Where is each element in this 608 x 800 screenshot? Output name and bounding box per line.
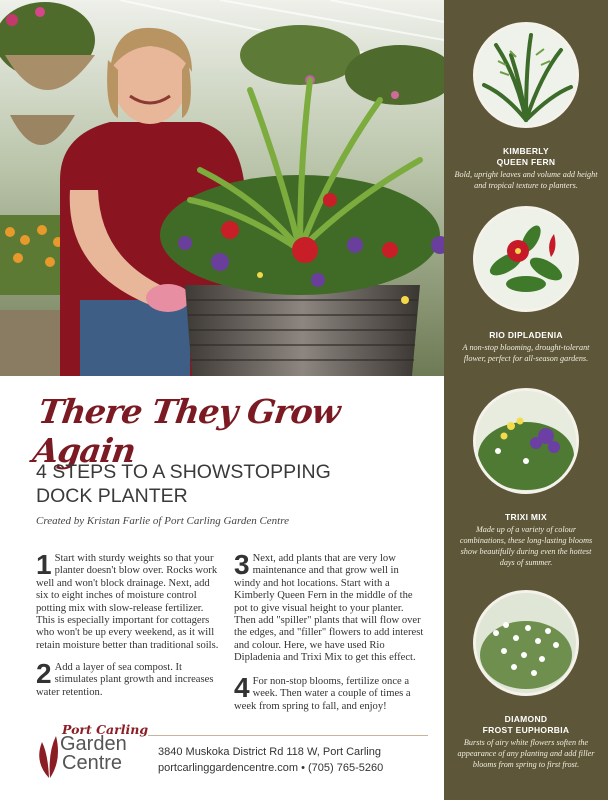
plant-description: Bold, upright leaves and volume add height and tropical texture to planters.: [454, 170, 598, 190]
plant-card-dipladenia: [444, 206, 608, 364]
address: 3840 Muskoka District Rd 118 W, Port Carling: [158, 746, 381, 758]
plant-name: TRIXI MIX: [505, 512, 547, 522]
plant-sidebar: [444, 0, 608, 800]
hero-photo: [0, 0, 444, 376]
logo-port-carling: Port Carling: [62, 722, 149, 737]
step-number: 4: [234, 672, 250, 703]
dipladenia-photo: [473, 206, 579, 312]
plant-description: Made up of a variety of colour combinations, these long-lasting blooms show beautifully during even the hottest days of summer.: [459, 525, 593, 567]
plant-name: RIO DIPLADENIA: [489, 330, 563, 340]
step-text: Add a layer of sea compost. It stimulates plant growth and increases water retention.: [36, 662, 214, 698]
plant-card-fern: [444, 22, 608, 191]
step-3: [234, 549, 424, 665]
step-text: Next, add plants that are very low maintenance and that grow well in windy and hot locations. Start with a Kimberly Queen Fern in the middle of the pot to give visual height to your planter. Then add "spiller" plants that will flow over the edges, and "filler" flowers to add interest and colour. Here, we have used Rio Dipladenia and Trixi Mix to get this effect.: [234, 553, 424, 664]
step-text: Start with sturdy weights so that your planter doesn't blow over. Rocks work well and won't block drainage. Next, add six to eight inches of moisture control potting mix with slow-release fertilizer. This is especially important for cottagers who won't be up every weekend, as it will retain moisture better than traditional soils.: [36, 553, 219, 651]
euphorbia-photo: [473, 590, 579, 696]
step-number: 3: [234, 549, 250, 580]
step-text: For non-stop blooms, fertilize once a week. Then water a couple of times a week from spring to fall, and enjoy!: [234, 676, 411, 712]
step-number: 2: [36, 658, 52, 689]
footer-divider: [148, 735, 428, 736]
plant-name: DIAMOND FROST EUPHORBIA: [482, 714, 570, 735]
step-1: [36, 549, 224, 652]
logo-leaf-icon: [36, 732, 62, 780]
step-number: 1: [36, 549, 52, 580]
contact-info[interactable]: portcarlinggardencentre.com • (705) 765-5260: [158, 762, 384, 774]
step-4: [234, 672, 424, 713]
plant-name: KIMBERLY QUEEN FERN: [496, 146, 556, 167]
plant-description: A non-stop blooming, drought-tolerant flower, perfect for all-season gardens.: [462, 343, 590, 363]
trixi-photo: [473, 388, 579, 494]
byline: Created by Kristan Farlie of Port Carling Garden Centre: [36, 515, 289, 527]
step-2: [36, 658, 224, 699]
headline: 4 STEPS TO A SHOWSTOPPING DOCK PLANTER: [36, 461, 331, 507]
plant-card-euphorbia: [444, 590, 608, 770]
plant-description: Bursts of airy white flowers soften the appearance of any planting and add filler blooms from spring to first frost.: [457, 738, 595, 769]
logo-centre: Centre: [62, 752, 123, 774]
fern-photo: [473, 22, 579, 128]
garden-centre-logo: [36, 722, 149, 782]
script-title: There They Grow Again: [30, 392, 343, 470]
logo-garden: Garden: [60, 733, 127, 755]
plant-card-trixi: [444, 388, 608, 568]
